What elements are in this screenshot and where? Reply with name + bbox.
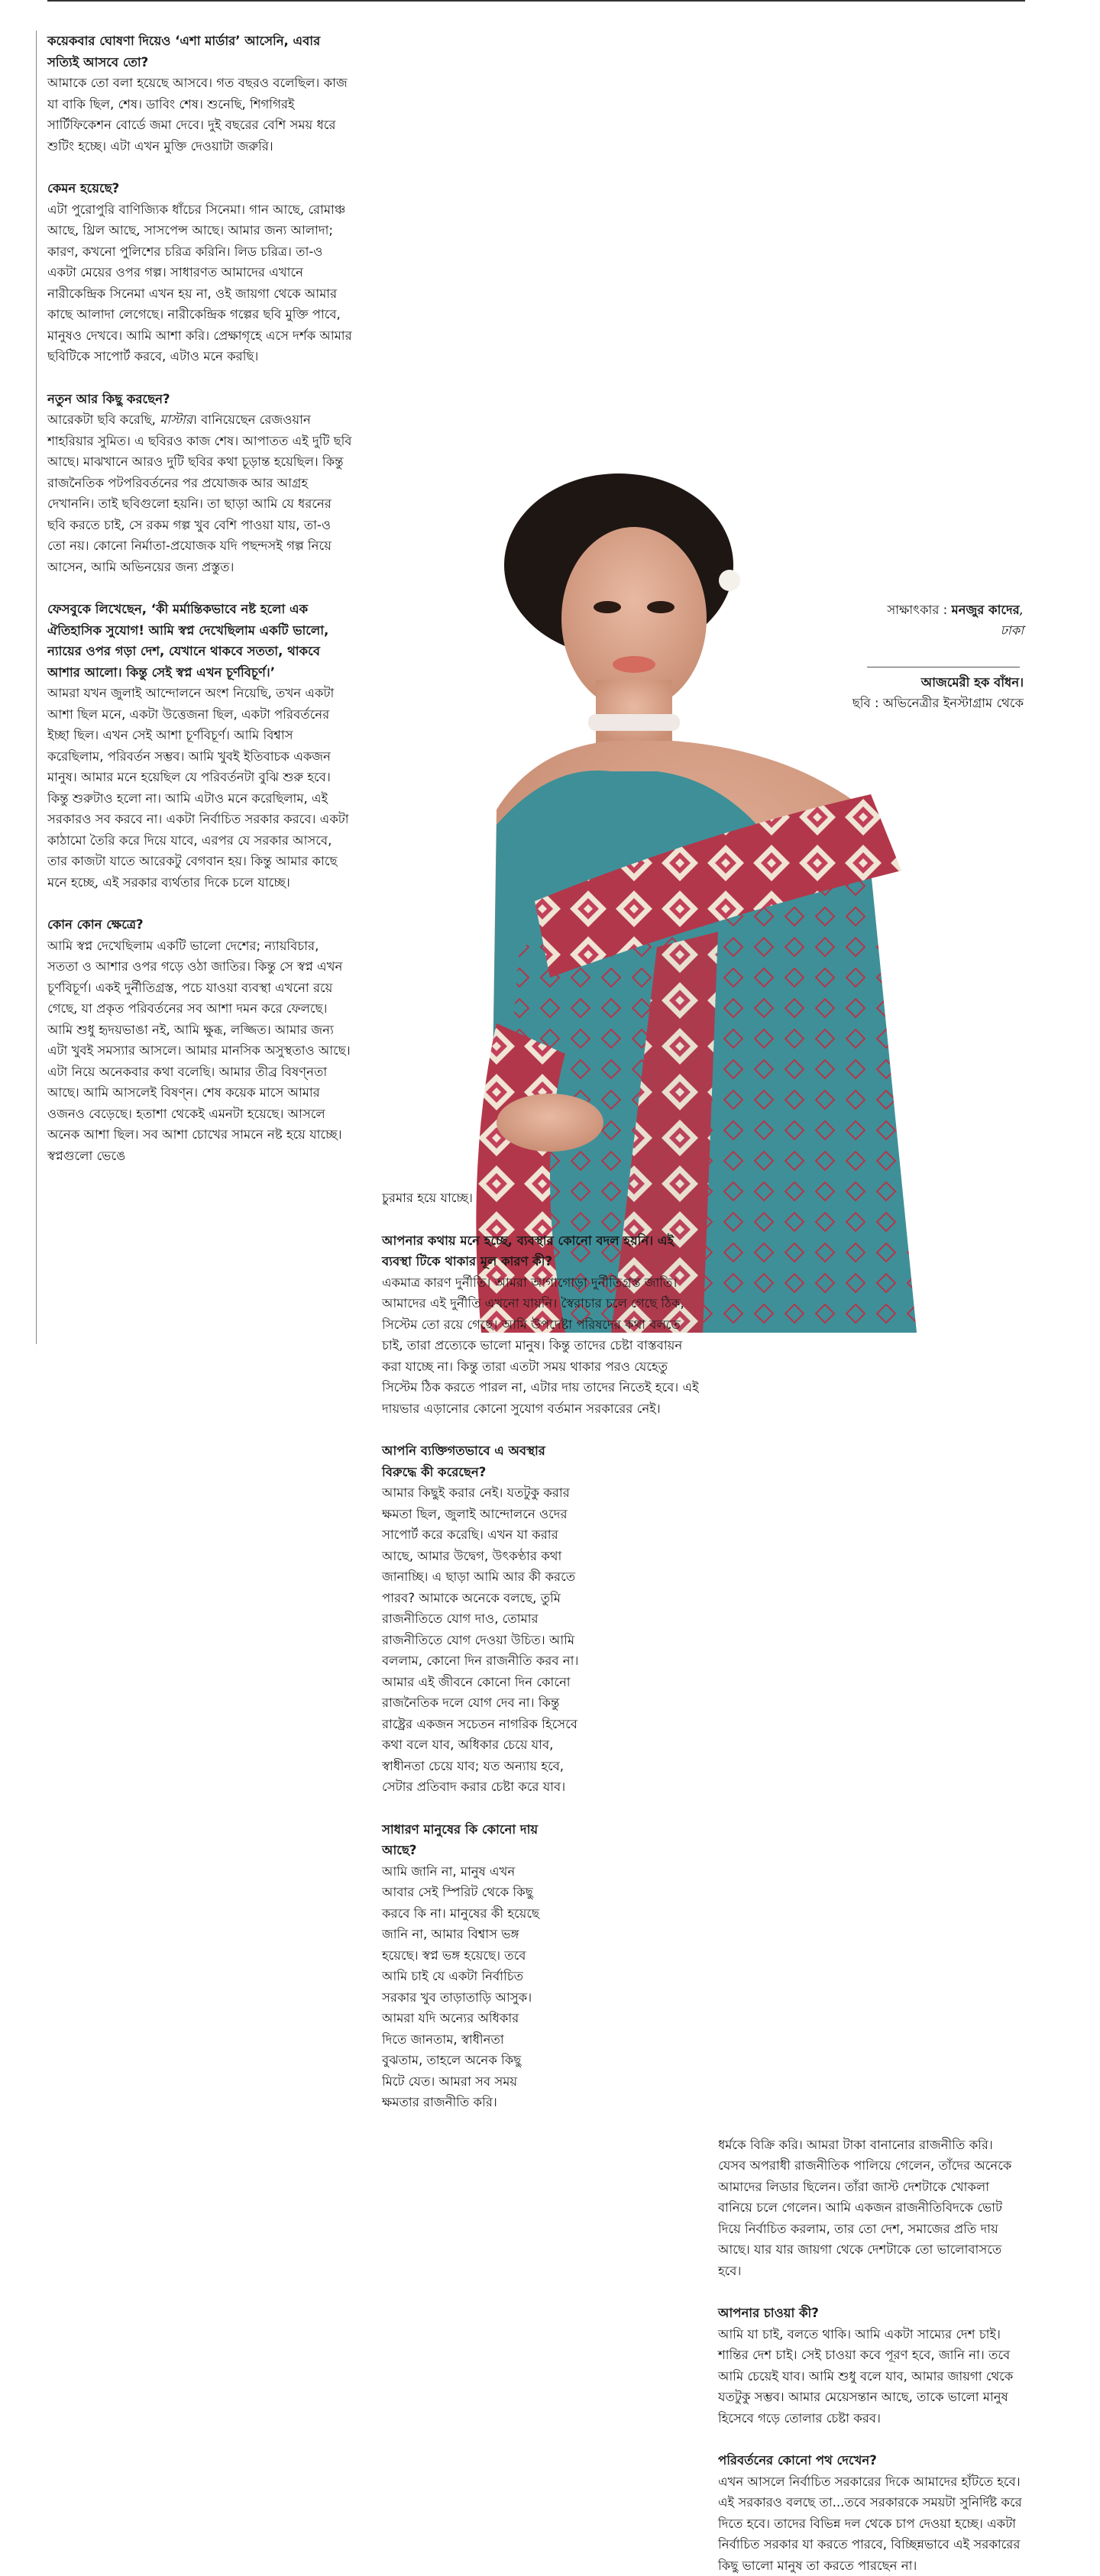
- question: কোন কোন ক্ষেত্রে?: [47, 914, 353, 936]
- answer: আমাকে তো বলা হয়েছে আসবে। গত বছরও বলেছিল। কাজ যা বাকি ছিল, শেষ। ডাবিং শেষ। শুনেছি, শিগগিরই সার্টিফিকেশন বোর্ডে জমা দেবে। দুই বছরের বেশি সময় ধরে শুটিং হচ্ছে। এটা এখন মুক্তি দেওয়াটা জরুরি।: [47, 73, 353, 157]
- credit-label: সাক্ষাৎকার :: [887, 603, 951, 617]
- question: আপনার কথায় মনে হচ্ছে, ব্যবস্থার কোনো বদল হয়নি। এই ব্যবস্থা টিকে থাকার মূল কারণ কী?: [382, 1230, 699, 1272]
- question: কেমন হয়েছে?: [47, 178, 353, 199]
- answer: আমরা যখন জুলাই আন্দোলনে অংশ নিয়েছি, তখন একটা আশা ছিল মনে, একটা উত্তেজনা ছিল, একটা পরিবর্তনের ইচ্ছা ছিল। এখন সেই আশা চূর্ণবিচূর্ণ। আমি বিশ্বাস করেছিলাম, পরিবর্তন সম্ভব। আমি খুবই ইতিবাচক একজন মানুষ। আমার মনে হয়েছিল যে পরিবর্তনটা বুঝি শুরু হবে। কিন্তু শুরুটাও হলো না। আমি এটাও মনে করেছিলাম, এই সরকারও সব করবে না। একটা নির্বাচিত সরকার করবে। একটা কাঠামো তৈরি করে দিয়ে যাবে, এরপর যে সরকার আসবে, তার কাজটা যাতে আরেকটু বেগবান হয়। কিন্তু আমার কাছে মনে হচ্ছে, এই সরকার ব্যর্থতার দিকে চলে যাচ্ছে।: [47, 683, 353, 893]
- question: নতুন আর কিছু করছেন?: [47, 389, 353, 410]
- qa-section: [382, 1188, 699, 1209]
- interviewer-name: মনজুর কাদের: [951, 603, 1019, 617]
- middle-column: [382, 1188, 699, 2113]
- answer-part: । বানিয়েছেন রেজওয়ান শাহরিয়ার সুমিত। এ ছবিরও কাজ শেষ। আপাতত এই দুটি ছবি আছে। মাঝখানে আরও দুটি ছবির কথা চূড়ান্ত হয়েছিল। কিন্তু রাজনৈতিক পটপরিবর্তনের পর প্রযোজক আর আগ্রহ দেখাননি। তাই ছবিগুলো হয়নি। তা ছাড়া আমি যে ধরনের ছবি করতে চাই, সে রকম গল্প খুব বেশি পাওয়া যায়, তা-ও তো নয়। কোনো নির্মাতা-প্রযোজক যদি পছন্দসই গল্প নিয়ে আসেন, আমি অভিনয়ের জন্য প্রস্তুত।: [47, 412, 352, 574]
- left-column-rule: [36, 31, 37, 1344]
- qa-section: [47, 914, 353, 1166]
- question: কয়েকবার ঘোষণা দিয়েও ‘এশা মার্ডার’ আসেনি, এবার সত্যিই আসবে তো?: [47, 31, 353, 73]
- answer: এটা পুরোপুরি বাণিজ্যিক ধাঁচের সিনেমা। গান আছে, রোমাঞ্চ আছে, থ্রিল আছে, সাসপেন্স আছে। আমার জন্য আলাদা; কারণ, কখনো পুলিশের চরিত্র করিনি। লিড চরিত্র। তা-ও একটা মেয়ের ওপর গল্প। সাধারণত আমাদের এখানে নারীকেন্দ্রিক সিনেমা এখন হয় না, ওই জায়গা থেকে আমার কাছে আলাদা লেগেছে। নারীকেন্দ্রিক গল্পের ছবি মুক্তি পাবে, মানুষও দেখবে। আমি আশা করি। প্রেক্ষাগৃহে এসে দর্শক আমার ছবিটিকে সাপোর্ট করবে, এটাও মনে করছি।: [47, 199, 353, 367]
- answer: একমাত্র কারণ দুর্নীতি। আমরা আগাগোড়া দুর্নীতিগ্রস্ত জাতি। আমাদের এই দুর্নীতি এখনো যায়নি। স্বৈরাচার চলে গেছে ঠিক, সিস্টেম তো রয়ে গেছে। আমি উপদেষ্টা পরিষদের কথা বলতে চাই, তারা প্রত্যেকে ভালো মানুষ। কিন্তু তাদের চেষ্টা বাস্তবায়ন করা যাচ্ছে না। কিন্তু তারা এতটা সময় থাকার পরও যেহেতু সিস্টেম ঠিক করতে পারল না, এটার দায় তাদের নিতেই হবে। এই দায়ভার এড়ানোর কোনো সুযোগ বর্তমান সরকারের নেই।: [382, 1272, 699, 1420]
- answer: আমি জানি না, মানুষ এখন আবার সেই স্পিরিট থেকে কিছু করবে কি না। মানুষের কী হয়েছে জানি না, আমার বিশ্বাস ভঙ্গ হয়েছে। স্বপ্ন ভঙ্গ হয়েছে। তবে আমি চাই যে একটা নির্বাচিত সরকার খুব তাড়াতাড়ি আসুক। আমরা যদি অন্যের অধিকার দিতে জানতাম, স্বাধীনতা বুঝতাম, তাহলে অনেক কিছু মিটে যেত। আমরা সব সময় ক্ষমতার রাজনীতি করি।: [382, 1861, 542, 2113]
- answer: আমার কিছুই করার নেই। যতটুকু করার ক্ষমতা ছিল, জুলাই আন্দোলনে ওদের সাপোর্ট করে করেছি। এখন যা করার আছে, আমার উদ্বেগ, উৎকণ্ঠার কথা জানাচ্ছি। এ ছাড়া আমি আর কী করতে পারব? আমাকে অনেকে বলছে, তুমি রাজনীতিতে যোগ দাও, তোমার রাজনীতিতে যোগ দেওয়া উচিত। আমি বললাম, কোনো দিন রাজনীতি করব না। আমার এই জীবনে কোনো দিন কোনো রাজনৈতিক দলে যোগ দেব না। কিন্তু রাষ্ট্রের একজন সচেতন নাগরিক হিসেবে কথা বলে যাব, অধিকার চেয়ে যাব, স্বাধীনতা চেয়ে যাব; যত অন্যায় হবে, সেটার প্রতিবাদ করার চেষ্টা করে যাব।: [382, 1482, 581, 1798]
- caption-name: আজমেরী হক বাঁধন।: [848, 672, 1024, 693]
- qa-section: [382, 1230, 699, 1420]
- answer: চুরমার হয়ে যাচ্ছে।: [382, 1188, 699, 1209]
- left-column: [47, 31, 353, 1166]
- question: আপনি ব্যক্তিগতভাবে এ অবস্থার বিরুদ্ধে কী করেছেন?: [382, 1440, 581, 1482]
- question: সাধারণ মানুষের কি কোনো দায় আছে?: [382, 1819, 542, 1861]
- caption-photo-source: ছবি : অভিনেত্রীর ইনস্টাগ্রাম থেকে: [848, 693, 1024, 713]
- qa-section: [47, 31, 353, 157]
- photo-caption: [848, 672, 1024, 713]
- answer: আমি যা চাই, বলতে থাকি। আমি একটা সাম্যের দেশ চাই। শান্তির দেশ চাই। সেই চাওয়া কবে পূরণ হবে, জানি না। তবে আমি চেয়েই যাব। আমি শুধু বলে যাব, আমার জায়গা থেকে যতটুকু সম্ভব। আমার মেয়েসন্তান আছে, তাকে ভালো মানুষ হিসেবে গড়ে তোলার চেষ্টা করব।: [718, 2324, 1024, 2429]
- qa-section: [718, 2135, 1024, 2282]
- film-title: মাস্টার: [160, 412, 192, 427]
- answer-part: আরেকটা ছবি করেছি,: [47, 412, 160, 427]
- qa-section: [47, 389, 353, 578]
- qa-section: [718, 2303, 1024, 2429]
- qa-section: [718, 2450, 1024, 2576]
- right-column: [718, 2135, 1024, 2576]
- top-rule: [47, 0, 1025, 6]
- answer: [47, 409, 353, 577]
- credit-city: , ঢাকা: [1001, 603, 1024, 638]
- qa-section: [382, 1440, 581, 1798]
- question: ফেসবুকে লিখেছেন, ‘কী মর্মান্তিকভাবে নষ্ট হলো এক ঐতিহাসিক সুযোগ! আমি স্বপ্ন দেখেছিলাম একটি ভালো, ন্যায়ের ওপর গড়া দেশ, যেখানে থাকবে সততা, থাকবে আশার আলো। কিন্তু সেই স্বপ্ন এখন চূর্ণবিচূর্ণ।’: [47, 599, 353, 683]
- question: আপনার চাওয়া কী?: [718, 2303, 1024, 2324]
- answer: এখন আসলে নির্বাচিত সরকারের দিকে আমাদের হাঁটতে হবে। এই সরকারও বলছে তা...তবে সরকারকে সময়টা সুনির্দিষ্ট করে দিতে হবে। তাদের বিভিন্ন দল থেকে চাপ দেওয়া হচ্ছে। একটা নির্বাচিত সরকার যা করতে পারবে, বিচ্ছিন্নভাবে এই সরকারের কিছু ভালো মানুষ তা করতে পারছেন না।: [718, 2471, 1024, 2576]
- answer: আমি স্বপ্ন দেখেছিলাম একটি ভালো দেশের; ন্যায়বিচার, সততা ও আশার ওপর গড়ে ওঠা জাতির। কিন্তু সে স্বপ্ন এখন চূর্ণবিচূর্ণ। একই দুর্নীতিগ্রস্ত, পচে যাওয়া ব্যবস্থা এখনো রয়ে গেছে, যা প্রকৃত পরিবর্তনের সব আশা দমন করে ফেলছে। আমি শুধু হৃদয়ভাঙা নই, আমি ক্ষুব্ধ, লজ্জিত। আমার জন্য এটা খুবই সমস্যার আসলে। আমার মানসিক অসুস্থতাও আছে। এটা নিয়ে অনেকবার কথা বলেছি। আমার তীব্র বিষণ্নতা আছে। আমি আসলেই বিষণ্ন। শেষ কয়েক মাসে আমার ওজনও বেড়েছে। হতাশা থেকেই এমনটা হয়েছে। আসলে অনেক আশা ছিল। সব আশা চোখের সামনে নষ্ট হয়ে যাচ্ছে। স্বপ্নগুলো ভেঙে: [47, 936, 353, 1167]
- qa-section: [382, 1819, 542, 2113]
- qa-section: [47, 599, 353, 893]
- interview-credit: [863, 600, 1024, 641]
- answer: ধর্মকে বিক্রি করি। আমরা টাকা বানানোর রাজনীতি করি। যেসব অপরাধী রাজনীতিক পালিয়ে গেলেন, তাঁদের অনেকে আমাদের লিডার ছিলেন। তাঁরা জাস্ট দেশটাকে খোকলা বানিয়ে চলে গেলেন। আমি একজন রাজনীতিবিদকে ভোট দিয়ে নির্বাচিত করলাম, তার তো দেশ, সমাজের প্রতি দায় আছে। যার যার জায়গা থেকে দেশটাকে তো ভালোবাসতে হবে।: [718, 2135, 1024, 2282]
- qa-section: [47, 178, 353, 367]
- question: পরিবর্তনের কোনো পথ দেখেন?: [718, 2450, 1024, 2471]
